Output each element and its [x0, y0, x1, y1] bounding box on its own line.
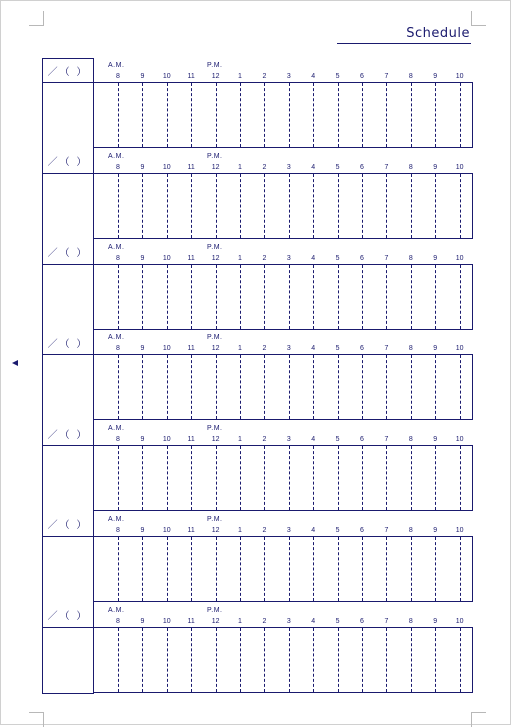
- hour-gridline: [411, 446, 412, 510]
- hour-label: 9: [433, 73, 438, 80]
- hour-label: 5: [335, 73, 340, 80]
- hour-gridline: [167, 265, 168, 329]
- hour-gridline: [191, 537, 192, 601]
- hour-label: 6: [360, 436, 364, 443]
- hour-label: 10: [455, 526, 464, 534]
- hour-label: 11: [187, 345, 195, 353]
- hour-gridline: [240, 355, 241, 419]
- hour-gridline: [313, 83, 314, 147]
- day-block: [42, 512, 473, 603]
- hour-label: 10: [162, 345, 171, 353]
- time-grid[interactable]: [93, 536, 473, 602]
- hour-label: 9: [433, 526, 438, 534]
- hour-label: 8: [408, 345, 413, 353]
- hour-label: 7: [384, 254, 389, 262]
- hour-gridline: [142, 355, 143, 419]
- hour-label: 8: [116, 436, 120, 443]
- hour-label: 6: [360, 617, 364, 625]
- hour-gridline: [142, 537, 143, 601]
- hour-gridline: [313, 446, 314, 510]
- hour-gridline: [338, 83, 339, 147]
- pm-label: P.M.: [207, 62, 223, 69]
- date-field[interactable]: ／（ ）: [42, 603, 94, 628]
- hour-label: 9: [140, 254, 145, 262]
- hour-gridline: [411, 83, 412, 147]
- date-field[interactable]: ／（ ）: [42, 330, 94, 355]
- hour-label: 8: [116, 526, 120, 534]
- hour-label: 2: [262, 617, 267, 625]
- hour-gridline: [362, 628, 363, 692]
- hour-gridline: [118, 355, 119, 419]
- hour-label: 3: [286, 345, 291, 353]
- hour-gridline: [167, 446, 168, 510]
- hour-label: 4: [311, 73, 316, 80]
- hour-label: 3: [286, 163, 291, 171]
- hour-gridline: [460, 83, 461, 147]
- hour-gridline: [118, 446, 119, 510]
- title-underline: [337, 43, 471, 44]
- hour-label: 10: [162, 254, 171, 262]
- hour-gridline: [264, 265, 265, 329]
- pm-label: P.M.: [207, 606, 223, 614]
- page-title: Schedule: [406, 26, 470, 41]
- pm-label: P.M.: [207, 425, 223, 432]
- hour-label: 9: [140, 73, 145, 80]
- hour-label: 9: [433, 345, 438, 353]
- hour-gridline: [216, 628, 217, 692]
- hour-label: 9: [140, 617, 145, 625]
- day-block: [42, 421, 473, 512]
- hour-gridline: [240, 265, 241, 329]
- hour-gridline: [435, 628, 436, 692]
- hour-label: 2: [262, 526, 267, 534]
- hour-label: 8: [408, 73, 413, 80]
- time-grid[interactable]: [93, 445, 473, 511]
- hour-gridline: [386, 174, 387, 238]
- hour-gridline: [216, 174, 217, 238]
- hour-label: 8: [408, 617, 413, 625]
- hour-label: 10: [455, 345, 464, 353]
- pm-label: P.M.: [207, 515, 223, 523]
- hour-gridline: [362, 265, 363, 329]
- hour-label: 12: [211, 526, 220, 534]
- hour-gridline: [362, 537, 363, 601]
- hour-label: 6: [360, 73, 364, 80]
- hour-label: 2: [262, 436, 267, 443]
- hour-label: 3: [286, 436, 291, 443]
- hour-gridline: [264, 537, 265, 601]
- time-grid[interactable]: [93, 354, 473, 420]
- time-grid[interactable]: [93, 627, 473, 693]
- hour-gridline: [435, 174, 436, 238]
- hour-gridline: [216, 265, 217, 329]
- hour-gridline: [313, 265, 314, 329]
- hour-gridline: [289, 174, 290, 238]
- hour-gridline: [411, 537, 412, 601]
- hour-gridline: [435, 265, 436, 329]
- hour-gridline: [240, 174, 241, 238]
- hour-gridline: [264, 174, 265, 238]
- hour-gridline: [167, 83, 168, 147]
- hour-label: 7: [384, 345, 389, 353]
- hour-label: 10: [162, 436, 171, 443]
- hour-label: 2: [262, 73, 267, 80]
- hour-label: 6: [360, 526, 364, 534]
- hour-gridline: [264, 83, 265, 147]
- hour-gridline: [191, 83, 192, 147]
- hour-label: 5: [335, 345, 340, 353]
- hour-label: 6: [360, 163, 364, 171]
- hour-label: 3: [286, 254, 291, 262]
- hour-label: 1: [238, 617, 242, 625]
- hour-label: 3: [286, 526, 291, 534]
- hour-gridline: [411, 355, 412, 419]
- hour-label: 7: [384, 163, 389, 171]
- hour-label: 10: [162, 617, 171, 625]
- time-grid[interactable]: [93, 264, 473, 330]
- hour-label: 2: [262, 163, 267, 171]
- hour-label: 10: [455, 436, 464, 443]
- hour-label: 8: [408, 163, 413, 171]
- hour-label: 9: [140, 163, 145, 171]
- hour-gridline: [118, 83, 119, 147]
- hour-gridline: [289, 355, 290, 419]
- time-grid[interactable]: [93, 173, 473, 239]
- hour-label: 6: [360, 345, 364, 353]
- hour-gridline: [460, 265, 461, 329]
- hour-gridline: [289, 446, 290, 510]
- hour-gridline: [289, 628, 290, 692]
- hour-label: 1: [238, 163, 242, 171]
- hour-gridline: [264, 355, 265, 419]
- page-margin-marker-icon: [12, 360, 18, 366]
- pm-label: P.M.: [207, 334, 223, 342]
- hour-label: 8: [116, 73, 120, 80]
- am-label: A.M.: [108, 606, 125, 614]
- hour-gridline: [313, 174, 314, 238]
- hour-gridline: [386, 446, 387, 510]
- day-block: [42, 603, 473, 694]
- hour-gridline: [167, 355, 168, 419]
- hour-gridline: [386, 265, 387, 329]
- hour-label: 7: [384, 436, 389, 443]
- hour-gridline: [338, 174, 339, 238]
- hour-gridline: [167, 537, 168, 601]
- hour-gridline: [386, 537, 387, 601]
- hour-label: 9: [433, 617, 438, 625]
- hour-label: 9: [140, 526, 145, 534]
- hour-label: 4: [311, 163, 316, 171]
- hour-gridline: [216, 355, 217, 419]
- hour-gridline: [216, 83, 217, 147]
- hour-label: 5: [335, 617, 340, 625]
- hour-gridline: [191, 265, 192, 329]
- pm-label: P.M.: [207, 243, 223, 251]
- hour-label: 10: [455, 617, 464, 625]
- hour-gridline: [411, 628, 412, 692]
- hour-gridline: [289, 265, 290, 329]
- hour-label: 5: [335, 526, 340, 534]
- day-block: [42, 58, 473, 149]
- hour-label: 8: [116, 345, 120, 353]
- date-field[interactable]: ／（ ）: [42, 421, 94, 446]
- hour-gridline: [191, 628, 192, 692]
- hour-label: 1: [238, 73, 242, 80]
- hour-gridline: [313, 537, 314, 601]
- hour-label: 3: [286, 73, 291, 80]
- hour-label: 11: [187, 163, 195, 171]
- hour-gridline: [386, 628, 387, 692]
- hour-label: 1: [238, 436, 242, 443]
- hour-gridline: [142, 174, 143, 238]
- am-label: A.M.: [108, 62, 125, 69]
- am-label: A.M.: [108, 515, 125, 523]
- hour-label: 5: [335, 163, 340, 171]
- hour-label: 7: [384, 526, 389, 534]
- hour-gridline: [142, 265, 143, 329]
- hour-label: 1: [238, 345, 242, 353]
- hour-gridline: [362, 83, 363, 147]
- hour-gridline: [362, 174, 363, 238]
- day-block: [42, 149, 473, 240]
- hour-label: 12: [211, 345, 220, 353]
- hour-label: 2: [262, 345, 267, 353]
- hour-gridline: [240, 83, 241, 147]
- hour-gridline: [460, 537, 461, 601]
- hour-gridline: [118, 628, 119, 692]
- hour-gridline: [289, 537, 290, 601]
- hour-gridline: [313, 355, 314, 419]
- hour-label: 12: [211, 163, 220, 171]
- hour-label: 11: [187, 436, 195, 443]
- hour-label: 11: [187, 526, 195, 534]
- hour-gridline: [142, 446, 143, 510]
- hour-gridline: [460, 355, 461, 419]
- hour-gridline: [191, 446, 192, 510]
- am-label: A.M.: [108, 334, 125, 342]
- hour-gridline: [191, 355, 192, 419]
- hour-gridline: [216, 446, 217, 510]
- hour-label: 11: [187, 73, 195, 80]
- hour-gridline: [460, 174, 461, 238]
- hour-label: 8: [116, 163, 120, 171]
- hour-gridline: [435, 355, 436, 419]
- hour-label: 9: [140, 345, 145, 353]
- hour-gridline: [191, 174, 192, 238]
- hour-gridline: [460, 628, 461, 692]
- hour-label: 5: [335, 254, 340, 262]
- hour-label: 12: [211, 73, 220, 80]
- hour-label: 9: [433, 163, 438, 171]
- hour-gridline: [118, 265, 119, 329]
- hour-gridline: [167, 628, 168, 692]
- hour-label: 4: [311, 254, 316, 262]
- date-field[interactable]: ／（ ）: [42, 240, 94, 265]
- time-grid[interactable]: [93, 82, 473, 148]
- date-field[interactable]: ／（ ）: [42, 58, 94, 83]
- date-field[interactable]: ／（ ）: [42, 149, 94, 174]
- hour-gridline: [240, 628, 241, 692]
- crop-mark-top-right: [471, 11, 486, 26]
- am-label: A.M.: [108, 243, 125, 251]
- hour-gridline: [289, 83, 290, 147]
- hour-gridline: [313, 628, 314, 692]
- hour-label: 11: [187, 617, 195, 625]
- hour-gridline: [338, 446, 339, 510]
- hour-gridline: [240, 446, 241, 510]
- hour-label: 12: [211, 254, 220, 262]
- day-block: [42, 240, 473, 331]
- am-label: A.M.: [108, 425, 125, 432]
- hour-gridline: [460, 446, 461, 510]
- hour-label: 8: [408, 254, 413, 262]
- hour-label: 10: [162, 163, 171, 171]
- hour-label: 10: [455, 73, 464, 80]
- hour-label: 6: [360, 254, 364, 262]
- hour-gridline: [386, 83, 387, 147]
- hour-gridline: [411, 265, 412, 329]
- crop-mark-top-left: [29, 11, 44, 26]
- hour-gridline: [435, 446, 436, 510]
- hour-gridline: [338, 355, 339, 419]
- hour-label: 4: [311, 436, 316, 443]
- hour-gridline: [411, 174, 412, 238]
- hour-gridline: [338, 628, 339, 692]
- hour-label: 1: [238, 526, 242, 534]
- hour-label: 7: [384, 73, 389, 80]
- hour-gridline: [338, 265, 339, 329]
- hour-label: 7: [384, 617, 389, 625]
- hour-label: 4: [311, 617, 316, 625]
- hour-gridline: [118, 537, 119, 601]
- hour-label: 8: [116, 254, 120, 262]
- hour-label: 12: [211, 436, 220, 443]
- hour-label: 4: [311, 345, 316, 353]
- hour-label: 10: [455, 163, 464, 171]
- hour-gridline: [362, 355, 363, 419]
- hour-label: 10: [162, 73, 171, 80]
- hour-gridline: [240, 537, 241, 601]
- pm-label: P.M.: [207, 152, 223, 160]
- am-label: A.M.: [108, 152, 125, 160]
- hour-gridline: [264, 446, 265, 510]
- hour-label: 8: [116, 617, 120, 625]
- hour-gridline: [167, 174, 168, 238]
- hour-gridline: [142, 83, 143, 147]
- hour-gridline: [386, 355, 387, 419]
- hour-label: 4: [311, 526, 316, 534]
- hour-label: 12: [211, 617, 220, 625]
- hour-label: 3: [286, 617, 291, 625]
- hour-label: 1: [238, 254, 242, 262]
- hour-gridline: [362, 446, 363, 510]
- hour-gridline: [435, 83, 436, 147]
- hour-label: 5: [335, 436, 340, 443]
- hour-gridline: [216, 537, 217, 601]
- hour-gridline: [435, 537, 436, 601]
- hour-gridline: [264, 628, 265, 692]
- hour-label: 8: [408, 436, 413, 443]
- hour-label: 11: [187, 254, 195, 262]
- hour-label: 9: [433, 436, 438, 443]
- hour-label: 8: [408, 526, 413, 534]
- hour-label: 10: [455, 254, 464, 262]
- hour-gridline: [118, 174, 119, 238]
- date-field[interactable]: ／（ ）: [42, 512, 94, 537]
- hour-label: 10: [162, 526, 171, 534]
- hour-label: 9: [433, 254, 438, 262]
- hour-gridline: [338, 537, 339, 601]
- day-block: [42, 330, 473, 421]
- hour-label: 2: [262, 254, 267, 262]
- hour-gridline: [142, 628, 143, 692]
- hour-label: 9: [140, 436, 145, 443]
